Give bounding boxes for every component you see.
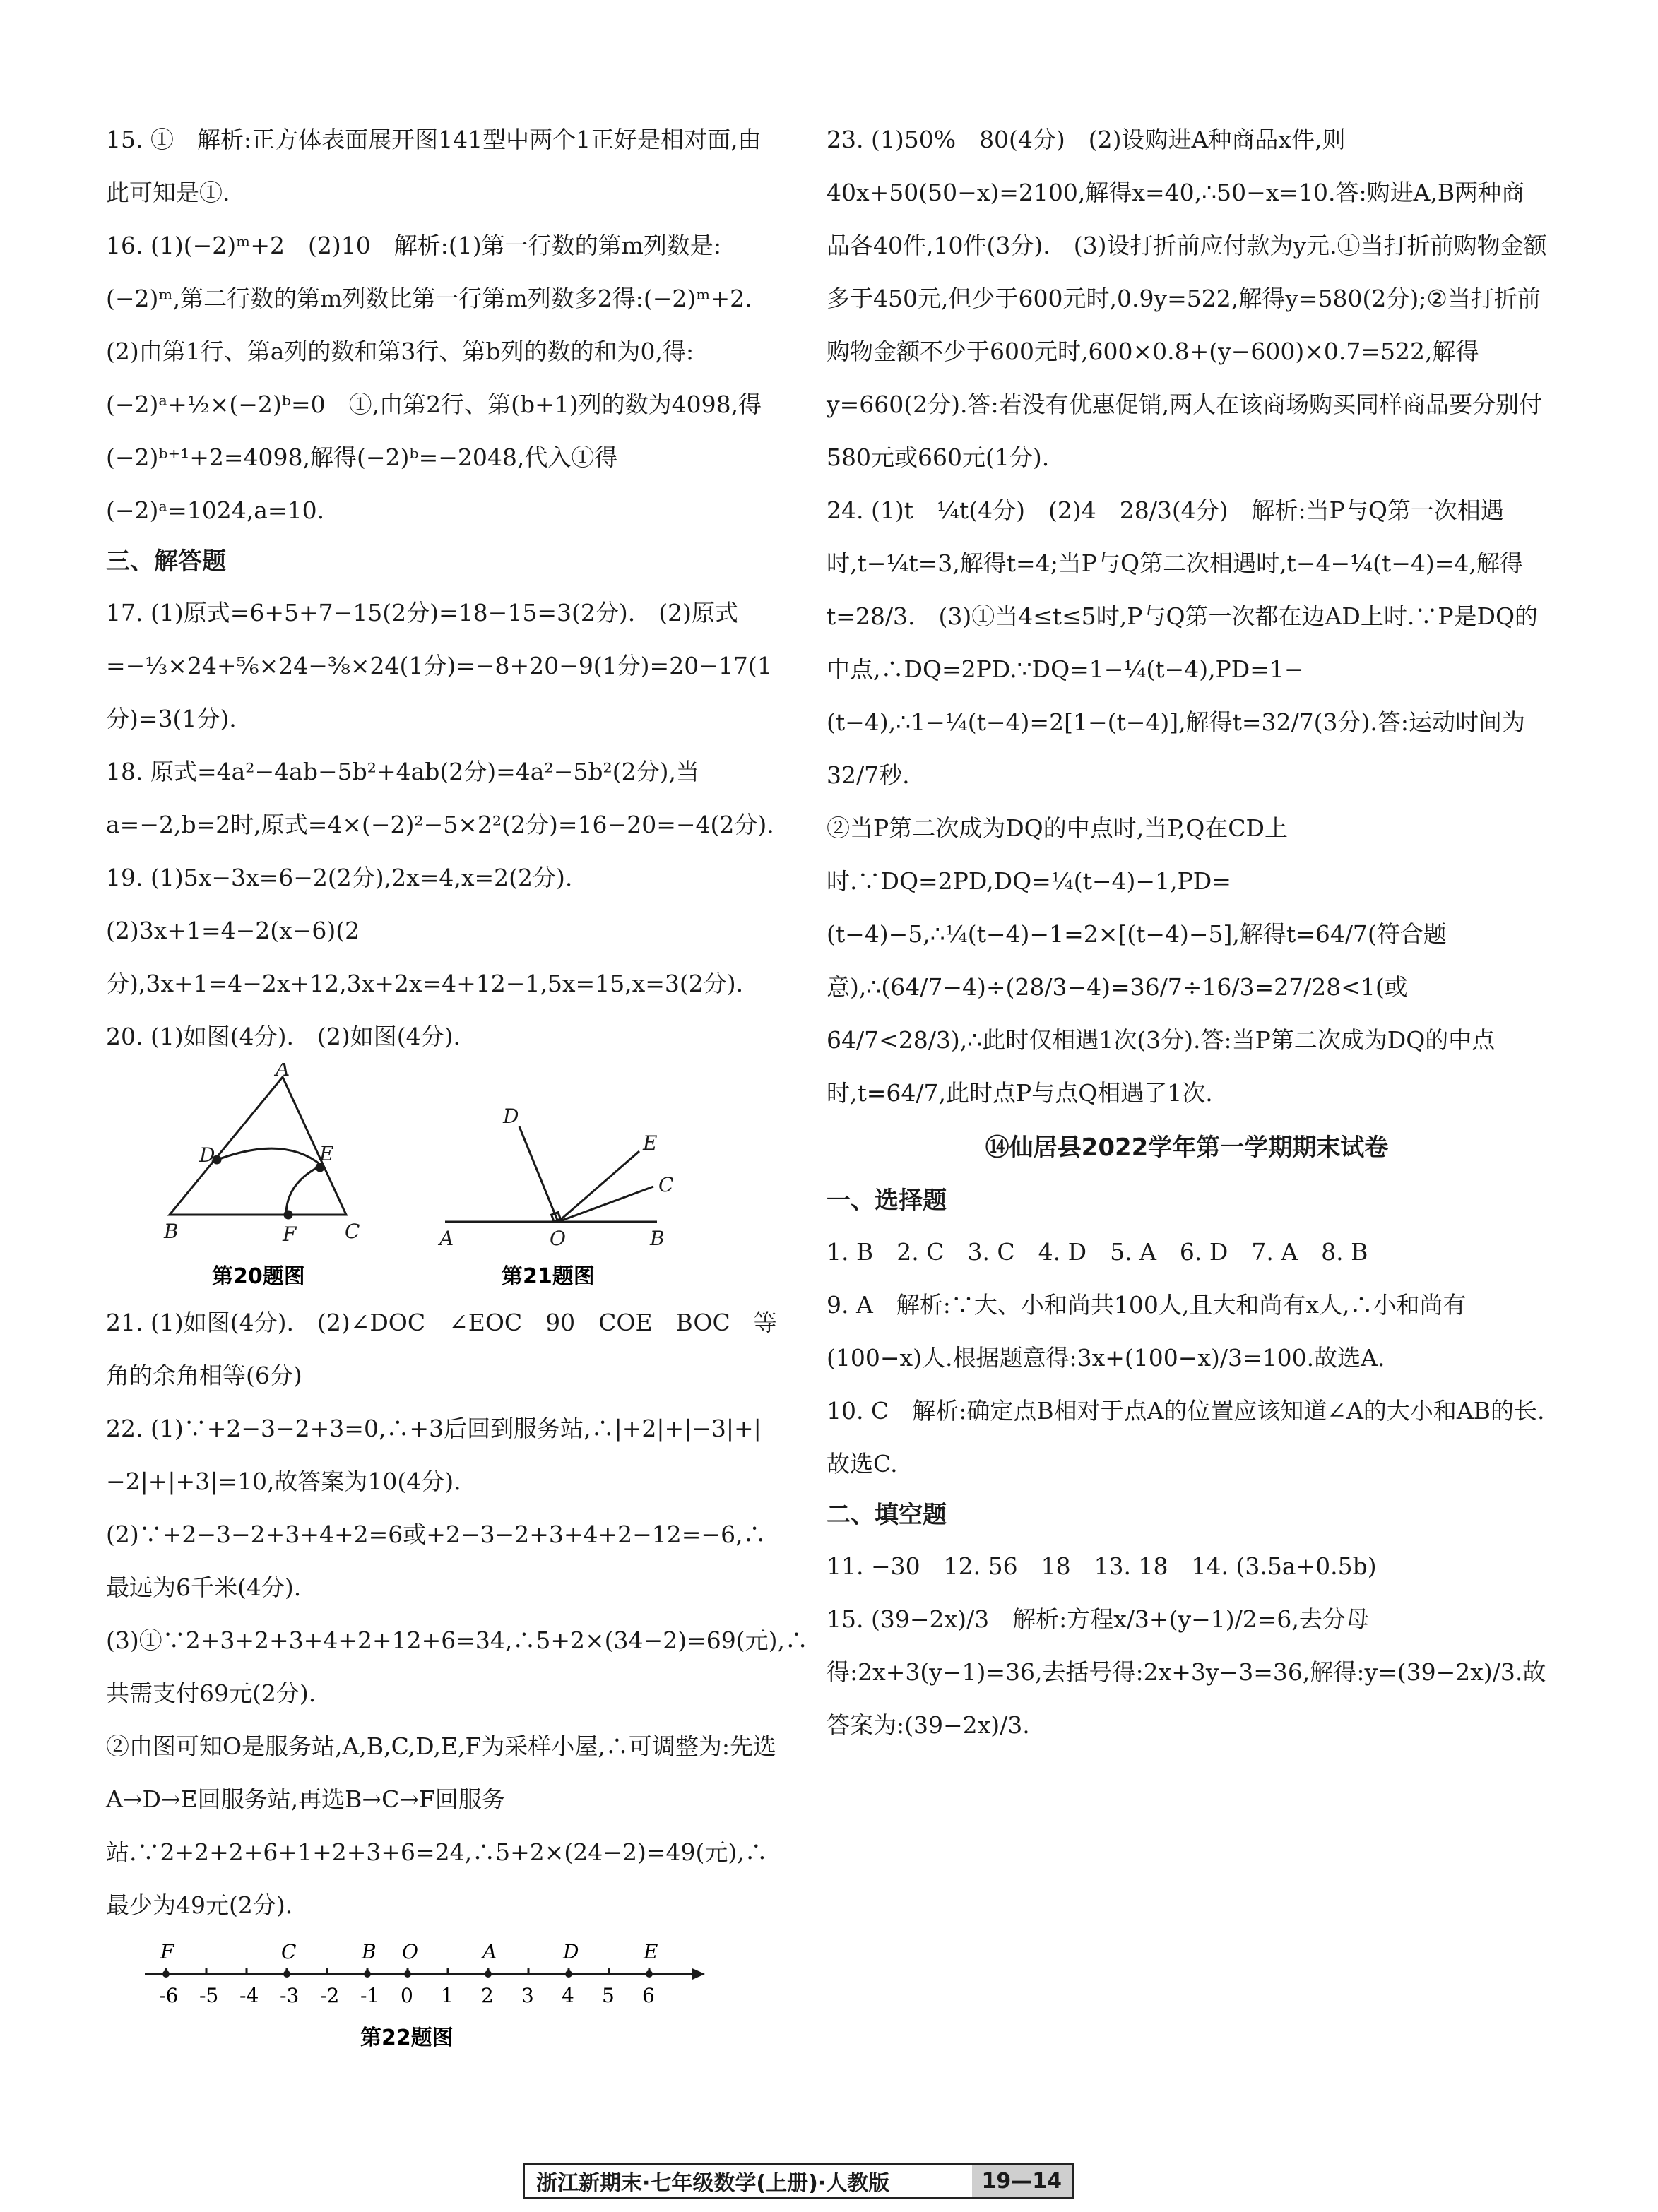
point-label: D	[563, 1940, 579, 1963]
tick-label: 5	[602, 1984, 615, 2007]
point-marker	[283, 1970, 290, 1978]
exam-title: ⑭仙居县2022学年第一学期期末试卷	[985, 1134, 1389, 1162]
answer-22-part1: 22. (1)∵+2−3−2+3=0,∴+3后回到服务站,∴|+2|+|−3|+|−2|+|+3|=10,故答案为10(4分). (2)∵+2−3−2+3+4+2=6或+2−3−2+3+4+2−12=−6,∴最远为6千米(4分). (3)①∵2+3+2+3+4+2+12+6=34,∴5+2×(34−2)=69(元),∴共需支付69元(2分).	[106, 1415, 808, 1707]
answer-22-part2: ②由图可知O是服务站,A,B,C,D,E,F为采样小屋,∴可调整为:先选A→D→E回服务站,再选B→C→F回服务站.∵2+2+2+6+1+2+3+6=24,∴5+2×(24−2)=49(元),∴最少为49元(2分).	[106, 1732, 777, 1919]
tick-label: -3	[280, 1984, 300, 2007]
point-marker	[162, 1970, 170, 1978]
tick-label: 6	[642, 1984, 655, 2007]
fig21-label-O: O	[550, 1227, 566, 1250]
point-marker	[485, 1970, 492, 1978]
answer-15: 15. ① 解析:正方体表面展开图141型中两个1正好是相对面,由此可知是①.	[106, 126, 762, 206]
tick-label: 1	[441, 1984, 454, 2007]
fig21-label-E: E	[643, 1131, 658, 1155]
tick-label: -4	[239, 1984, 259, 2007]
footer-title: 浙江新期末·七年级数学(上册)·人教版	[536, 2171, 890, 2196]
answer-19: 19. (1)5x−3x=6−2(2分),2x=4,x=2(2分). (2)3x+1=4−2(x−6)(2分),3x+1=4−2x+12,3x+2x=4+12−1,5x=15,x=3(2分).	[106, 864, 744, 997]
tick-label: -6	[159, 1984, 179, 2007]
tick-label: -1	[360, 1984, 380, 2007]
fig20-label-B: B	[164, 1220, 179, 1243]
multiple-choice-answers: 1. B 2. C 3. C 4. D 5. A 6. D 7. A 8. B	[827, 1238, 1368, 1266]
answer-18: 18. 原式=4a²−4ab−5b²+4ab(2分)=4a²−5b²(2分),当a=−2,b=2时,原式=4×(−2)²−5×2²(2分)=16−20=−4(2分).	[106, 758, 774, 838]
answer-24-part2: ②当P第二次成为DQ的中点时,当P,Q在CD上时.∵DQ=2PD,DQ=¼(t−4)−1,PD=(t−4)−5,∴¼(t−4)−1=2×[(t−4)−5],解得t=64/7(符合题意),∴(64/7−4)÷(28/3−4)=36/7÷16/3=27/28<1(或64/7<28/3),∴此时仅相遇1次(3分).答:当P第二次成为DQ的中点时,t=64/7,此时点P与点Q相遇了1次.	[827, 814, 1496, 1107]
answer-17: 17. (1)原式=6+5+7−15(2分)=18−15=3(2分). (2)原式=−⅓×24+⅚×24−⅜×24(1分)=−8+20−9(1分)=20−17(1分)=3(1分).	[106, 599, 772, 732]
fig20-label-A: A	[276, 1063, 290, 1081]
section-heading-2: 二、填空题	[827, 1501, 947, 1529]
answer-21: 21. (1)如图(4分). (2)∠DOC ∠EOC 90 COE BOC 等角的余角相等(6分)	[106, 1309, 777, 1389]
figure-22	[106, 1932, 777, 2052]
fig20-label-D: D	[199, 1143, 215, 1167]
figures-20-21	[106, 1063, 777, 1296]
tick-label: 3	[521, 1984, 534, 2007]
answer-23: 23. (1)50% 80(4分) (2)设购进A种商品x件,则40x+50(50−x)=2100,解得x=40,∴50−x=10.答:购进A,B两种商品各40件,10件(3分). (3)设打折前应付款为y元.①当打折前购物金额多于450元,但少于600元时,0.9y=522,解得y=580(2分);②当打折前购物金额不少于600元时,600×0.8+(y−600)×0.7=522,解得y=660(2分).答:若没有优惠促销,两人在该商场购买同样商品要分别付580元或660元(1分).	[827, 126, 1547, 471]
fig20-label-C: C	[345, 1220, 360, 1243]
section-heading-3: 三、解答题	[106, 547, 226, 576]
fig22-caption: 第22题图	[360, 2026, 454, 2050]
answer-15-right: 15. (39−2x)/3 解析:方程x/3+(y−1)/2=6,去分母得:2x+3(y−1)=36,去括号得:2x+3y−3=36,解得:y=(39−2x)/3.故答案为:(39−2x)/3.	[827, 1605, 1546, 1739]
right-column	[827, 113, 1547, 1752]
answer-24-part1: 24. (1)t ¼t(4分) (2)4 28/3(4分) 解析:当P与Q第一次相遇时,t−¼t=3,解得t=4;当P与Q第二次相遇时,t−4−¼(t−4)=4,解得t=28/3. (3)①当4≤t≤5时,P与Q第一次都在边AD上时.∵P是DQ的中点,∴DQ=2PD.∵DQ=1−¼(t−4),PD=1−(t−4),∴1−¼(t−4)=2[1−(t−4)],解得t=32/7(3分).答:运动时间为32/7秒.	[827, 496, 1539, 789]
point-label: B	[362, 1940, 377, 1963]
geometry-figures	[106, 1063, 777, 1296]
page-footer	[523, 2163, 1074, 2199]
point-marker	[565, 1970, 572, 1978]
point-label: E	[644, 1940, 658, 1963]
fig21-label-D: D	[503, 1105, 519, 1128]
fig20-caption: 第20题图	[212, 1264, 305, 1289]
tick-label: -2	[320, 1984, 340, 2007]
point-label: F	[160, 1940, 174, 1963]
answer-20: 20. (1)如图(4分). (2)如图(4分).	[106, 1023, 461, 1050]
fig21-caption: 第21题图	[502, 1264, 595, 1289]
fig21-label-C: C	[658, 1173, 674, 1196]
tick-label: 4	[562, 1984, 574, 2007]
page-number: 19—14	[972, 2165, 1072, 2197]
tick-label: -5	[199, 1984, 219, 2007]
point-marker	[364, 1970, 371, 1978]
fig21-label-A: A	[439, 1227, 454, 1250]
point-marker	[404, 1970, 411, 1978]
left-column	[106, 113, 808, 2052]
point-label: A	[482, 1940, 497, 1963]
answer-10: 10. C 解析:确定点B相对于点A的位置应该知道∠A的大小和AB的长.故选C.	[827, 1397, 1545, 1477]
tick-label: 2	[481, 1984, 494, 2007]
fig21-label-B: B	[650, 1227, 665, 1250]
section-heading-1: 一、选择题	[827, 1187, 947, 1215]
answer-9: 9. A 解析:∵大、小和尚共100人,且大和尚有x人,∴小和尚有(100−x)人.根据题意得:3x+(100−x)/3=100.故选A.	[827, 1291, 1467, 1372]
figure-21	[445, 1126, 657, 1222]
point-label: O	[402, 1940, 418, 1963]
point-label: C	[281, 1940, 297, 1963]
point-marker	[646, 1970, 653, 1978]
fig20-label-F: F	[283, 1223, 297, 1246]
answer-16: 16. (1)(−2)ᵐ+2 (2)10 解析:(1)第一行数的第m列数是:(−2)ᵐ,第二行数的第m列数比第一行第m列数多2得:(−2)ᵐ+2.(2)由第1行、第a列的数和第3行、第b列的数的和为0,得:(−2)ᵃ+½×(−2)ᵇ=0 ①,由第2行、第(b+1)列的数为4098,得(−2)ᵇ⁺¹+2=4098,解得(−2)ᵇ=−2048,代入①得(−2)ᵃ=1024,a=10.	[106, 232, 762, 524]
number-line	[106, 1932, 777, 2052]
fill-in-answers: 11. −30 12. 56 18 13. 18 14. (3.5a+0.5b)	[827, 1552, 1377, 1580]
tick-label: 0	[401, 1984, 413, 2007]
fig20-label-E: E	[319, 1142, 334, 1165]
